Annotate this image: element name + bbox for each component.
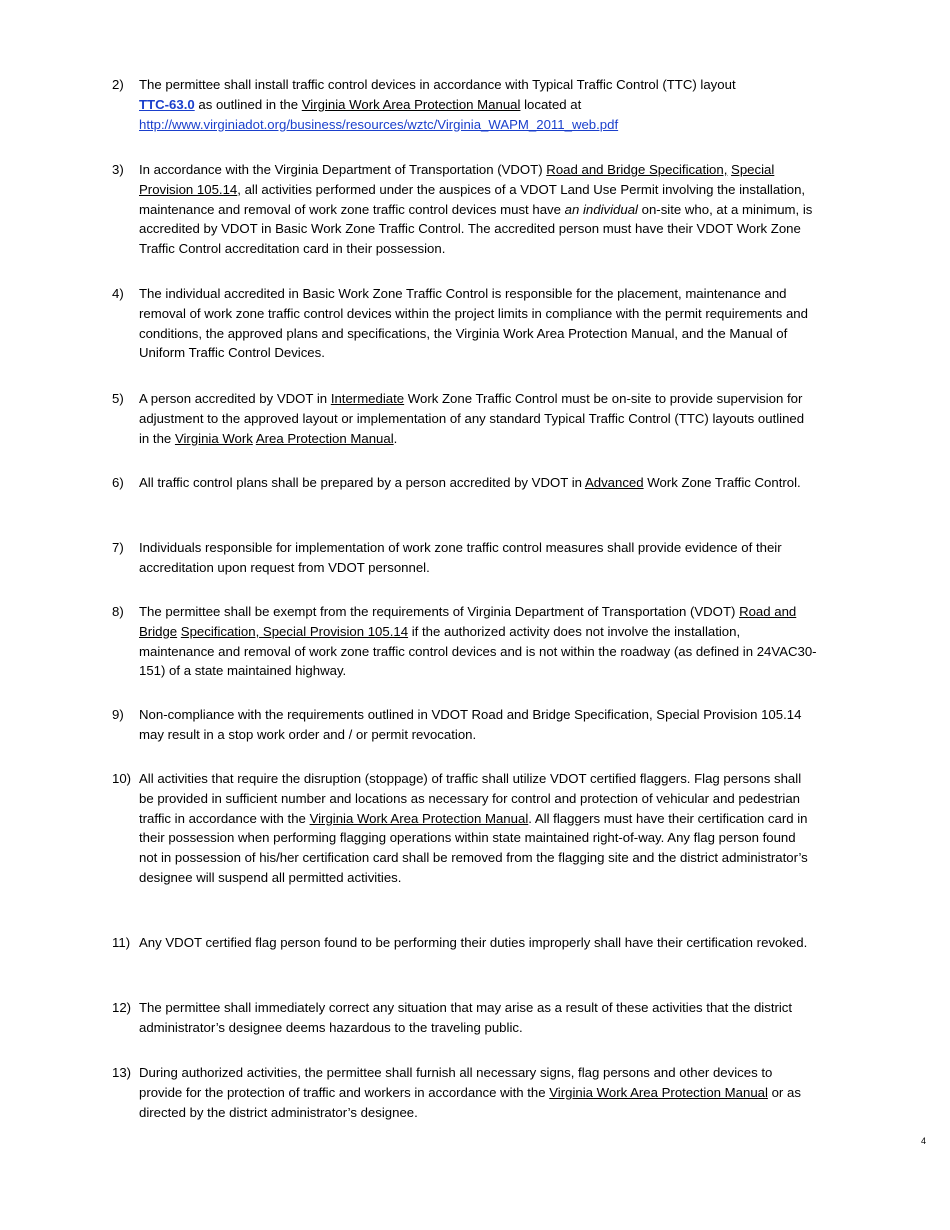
list-item-7 bbox=[112, 538, 817, 578]
item-text: A person accredited by VDOT in Intermediate Work Zone Traffic Control must be on-site to provide supervision for adjustment to the approved layout or implementation of any standard Typical Traffic Control (TTC) layouts outlined in the Virginia Work Area Protection Manual. bbox=[139, 391, 805, 446]
list-item-2 bbox=[112, 75, 817, 134]
item-text: Individuals responsible for implementation of work zone traffic control measures shall provide evidence of their accreditation upon request from VDOT personnel. bbox=[139, 540, 782, 575]
item-number: 6) bbox=[112, 475, 124, 490]
item-number: 9) bbox=[112, 707, 124, 722]
provision-reference: Special Provision 105.14 bbox=[139, 162, 775, 197]
wapm-url-link[interactable]: http://www.virginiadot.org/business/resources/wztc/Virginia_WAPM_2011_web.pdf bbox=[139, 116, 619, 132]
item-text: All activities that require the disruption (stoppage) of traffic shall utilize VDOT certified flaggers. Flag persons shall be provided in sufficient number and locations as necessary for control and protection of vehicular and pedestrian traffic in accordance with the Virginia Work Area Protection Manual. All flaggers must have their certification card in their possession when performing flagging operations within state maintained right-of-way. Any flag person found not in possession of his/her certification card shall be removed from the flagging site and the district administrator’s designee will suspend all permitted activities. bbox=[139, 771, 808, 885]
item-text: Non-compliance with the requirements outlined in VDOT Road and Bridge Specification, Special Provision 105.14 may result in a stop work order and / or permit revocation. bbox=[139, 707, 802, 742]
item-text: The individual accredited in Basic Work Zone Traffic Control is responsible for the placement, maintenance and removal of work zone traffic control devices within the project limits in compliance with the permit requirements and conditions, the approved plans and specifications, the Virginia Work Area Protection Manual, and the Manual of Uniform Traffic Control Devices. bbox=[139, 286, 808, 361]
item-text: The permittee shall immediately correct any situation that may arise as a result of these activities that the district administrator’s designee deems hazardous to the traveling public. bbox=[139, 1000, 793, 1035]
list-item-9 bbox=[112, 705, 817, 745]
page-number: 4 bbox=[921, 1136, 927, 1146]
ttc-layout-link[interactable]: TTC-63.0 bbox=[139, 96, 195, 112]
item-text: The permittee shall be exempt from the requirements of Virginia Department of Transportation (VDOT) Road and Bridge Specification, Special Provision 105.14 if the authorized activity does not involve the installation, maintenance and removal of work zone traffic control devices and is not within the roadway (as defined in 24VAC30-151) of a state maintained highway. bbox=[139, 604, 817, 679]
wapm-reference: Virginia Work Area Protection Manual bbox=[301, 96, 521, 112]
item-number: 7) bbox=[112, 540, 124, 555]
item-number: 11) bbox=[112, 935, 131, 950]
item-text: Any VDOT certified flag person found to be performing their duties improperly shall have their certification revoked. bbox=[139, 935, 808, 950]
item-number: 8) bbox=[112, 604, 124, 619]
item-number: 5) bbox=[112, 391, 124, 406]
item-text: All traffic control plans shall be prepared by a person accredited by VDOT in Advanced Work Zone Traffic Control. bbox=[139, 475, 801, 490]
item-number: 10) bbox=[112, 771, 132, 786]
spec-reference: Road and Bridge Specification, bbox=[546, 162, 728, 177]
list-item-11 bbox=[112, 933, 817, 953]
list-item-3 bbox=[112, 160, 817, 259]
item-text: In accordance with the Virginia Department of Transportation (VDOT) Road and Bridge Specification, Special Provision 105.14, all activities performed under the auspices of a VDOT Land Use Permit involving the installation, maintenance and removal of work zone traffic control devices must have an individual on-site who, at a minimum, is accredited by VDOT in Basic Work Zone Traffic Control. The accredited person must have their VDOT Work Zone Traffic Control accreditation card in their possession. bbox=[139, 162, 813, 257]
item-text: The permittee shall install traffic control devices in accordance with Typical Traffic Control (TTC) layout TTC-63.0 as outlined in the Virginia Work Area Protection Manual located at http://www.virginiadot.org/business/resources/wztc/Virginia_WAPM_2011_web.pdf bbox=[139, 77, 736, 132]
list-item-4 bbox=[112, 284, 817, 363]
item-number: 3) bbox=[112, 162, 124, 177]
list-item-6 bbox=[112, 473, 817, 493]
item-number: 12) bbox=[112, 1000, 132, 1015]
list-item-8 bbox=[112, 602, 817, 681]
list-item-5 bbox=[112, 389, 817, 448]
item-number: 2) bbox=[112, 77, 124, 92]
list-item-12 bbox=[112, 998, 817, 1038]
list-item-10 bbox=[112, 769, 817, 888]
list-item-13 bbox=[112, 1063, 817, 1122]
item-number: 4) bbox=[112, 286, 124, 301]
item-text: During authorized activities, the permittee shall furnish all necessary signs, flag persons and other devices to provide for the protection of traffic and workers in accordance with the Virginia Work Area Protection Manual or as directed by the district administrator’s designee. bbox=[139, 1065, 801, 1120]
item-number: 13) bbox=[112, 1065, 132, 1080]
